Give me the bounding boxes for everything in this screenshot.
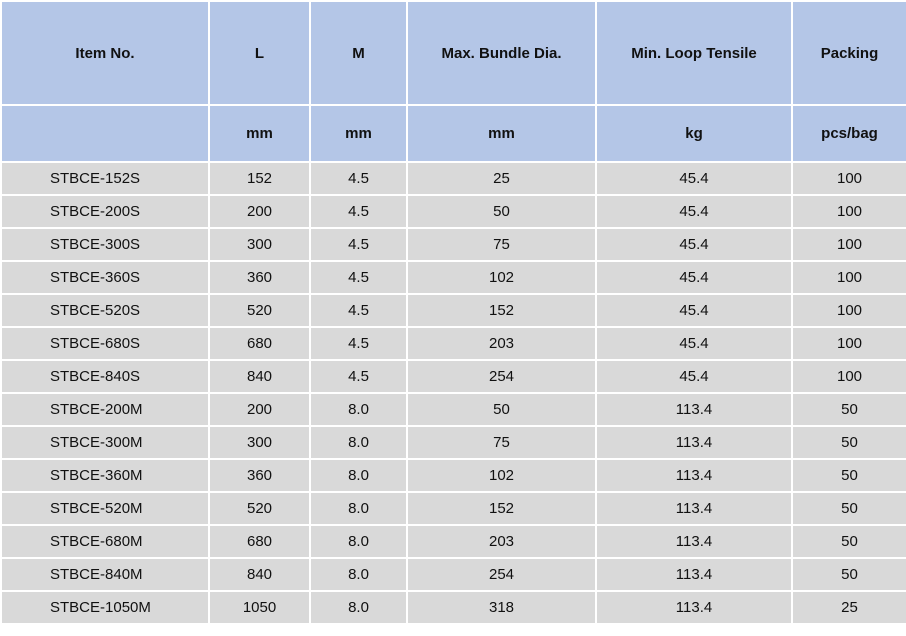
table-row bbox=[1, 591, 906, 624]
cell-min-loop-tensile: 113.4 bbox=[596, 558, 792, 591]
table-row bbox=[1, 459, 906, 492]
cell-max-bundle-dia: 102 bbox=[407, 459, 596, 492]
header-item-no: Item No. bbox=[1, 1, 209, 105]
cell-l: 840 bbox=[209, 360, 310, 393]
cell-max-bundle-dia: 50 bbox=[407, 195, 596, 228]
cell-max-bundle-dia: 25 bbox=[407, 162, 596, 195]
cell-min-loop-tensile: 113.4 bbox=[596, 525, 792, 558]
cell-l: 840 bbox=[209, 558, 310, 591]
header-packing: Packing bbox=[792, 1, 906, 105]
cell-item-no: STBCE-200S bbox=[1, 195, 209, 228]
cell-min-loop-tensile: 45.4 bbox=[596, 327, 792, 360]
cell-m: 4.5 bbox=[310, 195, 407, 228]
cell-min-loop-tensile: 45.4 bbox=[596, 228, 792, 261]
cell-packing: 100 bbox=[792, 228, 906, 261]
cell-item-no: STBCE-520M bbox=[1, 492, 209, 525]
cell-max-bundle-dia: 50 bbox=[407, 393, 596, 426]
cell-min-loop-tensile: 45.4 bbox=[596, 195, 792, 228]
cell-max-bundle-dia: 203 bbox=[407, 327, 596, 360]
cell-packing: 100 bbox=[792, 195, 906, 228]
cell-min-loop-tensile: 45.4 bbox=[596, 294, 792, 327]
units-row bbox=[1, 105, 906, 162]
cell-max-bundle-dia: 102 bbox=[407, 261, 596, 294]
cell-max-bundle-dia: 203 bbox=[407, 525, 596, 558]
cell-max-bundle-dia: 318 bbox=[407, 591, 596, 624]
cell-m: 8.0 bbox=[310, 393, 407, 426]
unit-m: mm bbox=[310, 105, 407, 162]
header-row bbox=[1, 1, 906, 105]
cell-l: 520 bbox=[209, 492, 310, 525]
unit-item-no bbox=[1, 105, 209, 162]
cell-l: 200 bbox=[209, 393, 310, 426]
cell-packing: 50 bbox=[792, 459, 906, 492]
cell-packing: 50 bbox=[792, 558, 906, 591]
cell-m: 4.5 bbox=[310, 360, 407, 393]
cell-packing: 50 bbox=[792, 492, 906, 525]
cell-packing: 100 bbox=[792, 261, 906, 294]
cell-packing: 100 bbox=[792, 360, 906, 393]
cell-item-no: STBCE-840M bbox=[1, 558, 209, 591]
cell-l: 520 bbox=[209, 294, 310, 327]
table-row bbox=[1, 294, 906, 327]
cell-min-loop-tensile: 113.4 bbox=[596, 459, 792, 492]
cell-m: 8.0 bbox=[310, 492, 407, 525]
cell-m: 4.5 bbox=[310, 162, 407, 195]
cell-m: 4.5 bbox=[310, 261, 407, 294]
unit-l: mm bbox=[209, 105, 310, 162]
cell-min-loop-tensile: 113.4 bbox=[596, 591, 792, 624]
table-row bbox=[1, 558, 906, 591]
cell-m: 8.0 bbox=[310, 591, 407, 624]
cell-item-no: STBCE-300M bbox=[1, 426, 209, 459]
cell-m: 8.0 bbox=[310, 525, 407, 558]
cell-item-no: STBCE-300S bbox=[1, 228, 209, 261]
cell-l: 360 bbox=[209, 459, 310, 492]
cell-item-no: STBCE-360M bbox=[1, 459, 209, 492]
cell-min-loop-tensile: 45.4 bbox=[596, 360, 792, 393]
cell-m: 8.0 bbox=[310, 426, 407, 459]
cell-min-loop-tensile: 113.4 bbox=[596, 426, 792, 459]
table-row bbox=[1, 360, 906, 393]
cell-packing: 100 bbox=[792, 162, 906, 195]
table-row bbox=[1, 327, 906, 360]
cell-m: 4.5 bbox=[310, 228, 407, 261]
cell-packing: 50 bbox=[792, 525, 906, 558]
table-row bbox=[1, 228, 906, 261]
cell-max-bundle-dia: 75 bbox=[407, 426, 596, 459]
cell-item-no: STBCE-152S bbox=[1, 162, 209, 195]
cell-packing: 100 bbox=[792, 327, 906, 360]
table-row bbox=[1, 162, 906, 195]
cell-m: 8.0 bbox=[310, 558, 407, 591]
cell-packing: 25 bbox=[792, 591, 906, 624]
header-max-bundle-dia: Max. Bundle Dia. bbox=[407, 1, 596, 105]
table-row bbox=[1, 492, 906, 525]
cell-packing: 100 bbox=[792, 294, 906, 327]
table-row bbox=[1, 261, 906, 294]
cell-item-no: STBCE-520S bbox=[1, 294, 209, 327]
header-min-loop-tensile: Min. Loop Tensile bbox=[596, 1, 792, 105]
cell-min-loop-tensile: 113.4 bbox=[596, 393, 792, 426]
table-body bbox=[1, 162, 906, 624]
cell-item-no: STBCE-680M bbox=[1, 525, 209, 558]
cell-max-bundle-dia: 75 bbox=[407, 228, 596, 261]
table-row bbox=[1, 525, 906, 558]
cell-item-no: STBCE-680S bbox=[1, 327, 209, 360]
cell-max-bundle-dia: 254 bbox=[407, 360, 596, 393]
header-m: M bbox=[310, 1, 407, 105]
unit-max-bundle-dia: mm bbox=[407, 105, 596, 162]
table-row bbox=[1, 195, 906, 228]
cell-m: 4.5 bbox=[310, 327, 407, 360]
cell-max-bundle-dia: 152 bbox=[407, 294, 596, 327]
cell-l: 152 bbox=[209, 162, 310, 195]
cell-l: 1050 bbox=[209, 591, 310, 624]
cell-packing: 50 bbox=[792, 426, 906, 459]
cell-min-loop-tensile: 45.4 bbox=[596, 261, 792, 294]
table-row bbox=[1, 426, 906, 459]
cell-item-no: STBCE-840S bbox=[1, 360, 209, 393]
cell-l: 200 bbox=[209, 195, 310, 228]
table-row bbox=[1, 393, 906, 426]
cell-min-loop-tensile: 113.4 bbox=[596, 492, 792, 525]
cell-min-loop-tensile: 45.4 bbox=[596, 162, 792, 195]
cell-l: 300 bbox=[209, 228, 310, 261]
cell-packing: 50 bbox=[792, 393, 906, 426]
unit-packing: pcs/bag bbox=[792, 105, 906, 162]
header-l: L bbox=[209, 1, 310, 105]
unit-min-loop-tensile: kg bbox=[596, 105, 792, 162]
cell-item-no: STBCE-360S bbox=[1, 261, 209, 294]
cell-max-bundle-dia: 152 bbox=[407, 492, 596, 525]
cell-l: 300 bbox=[209, 426, 310, 459]
cell-l: 360 bbox=[209, 261, 310, 294]
cell-item-no: STBCE-200M bbox=[1, 393, 209, 426]
cell-item-no: STBCE-1050M bbox=[1, 591, 209, 624]
cell-l: 680 bbox=[209, 327, 310, 360]
cell-m: 4.5 bbox=[310, 294, 407, 327]
cell-m: 8.0 bbox=[310, 459, 407, 492]
cell-max-bundle-dia: 254 bbox=[407, 558, 596, 591]
cell-l: 680 bbox=[209, 525, 310, 558]
